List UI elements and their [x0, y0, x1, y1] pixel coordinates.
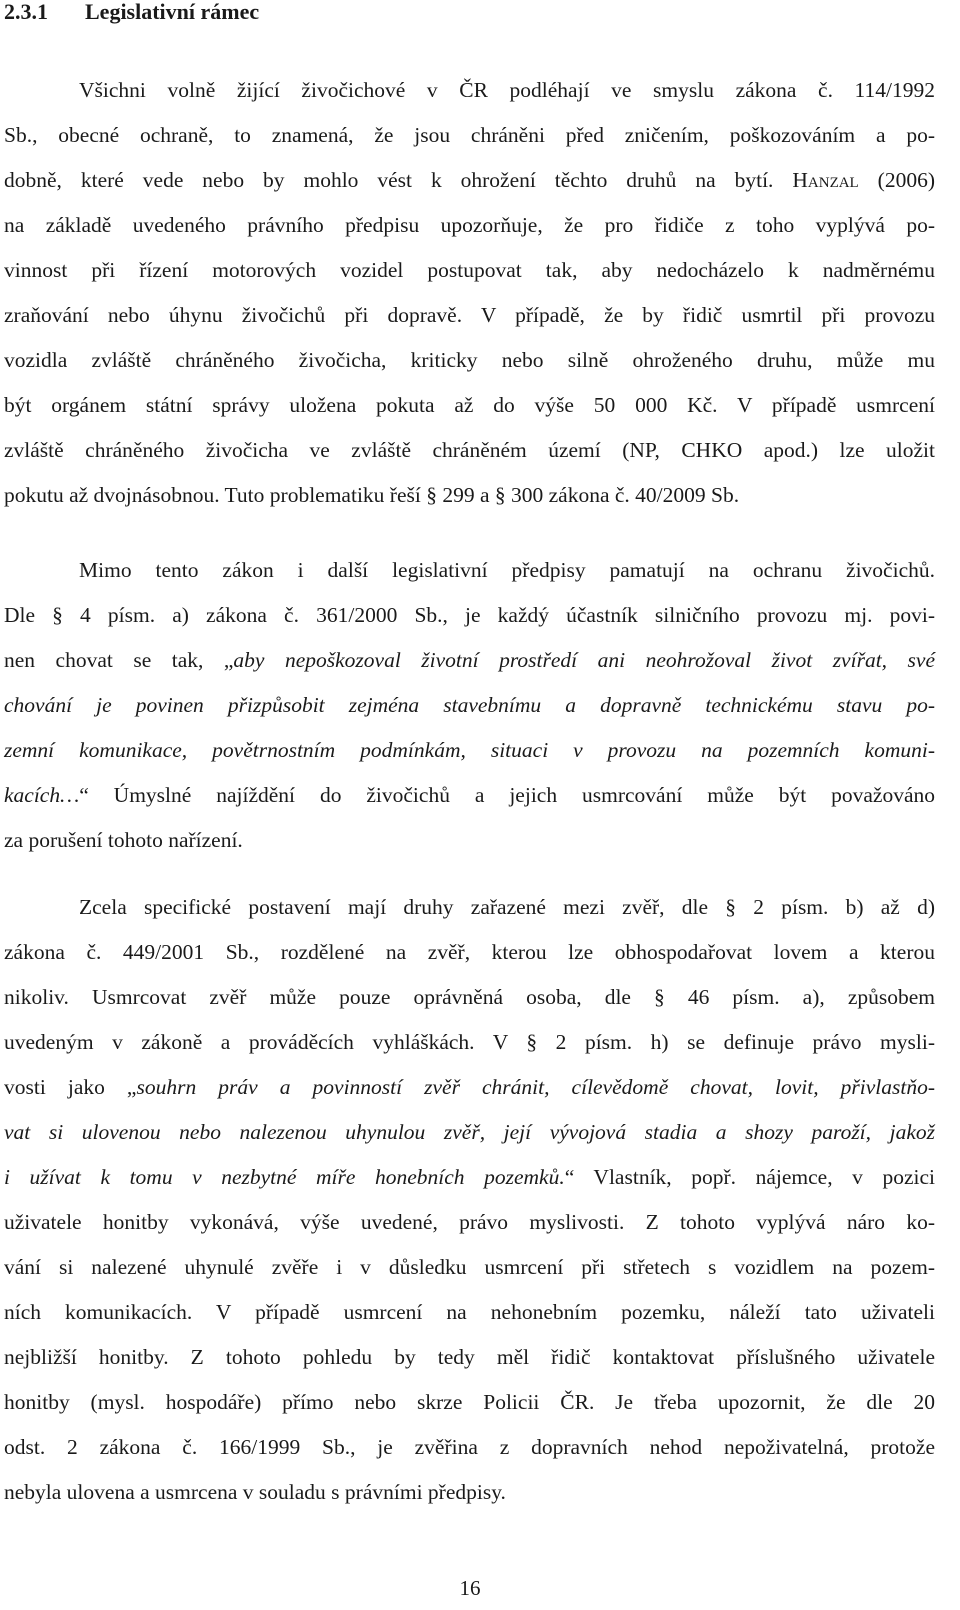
- paragraph-game-animals: [4, 885, 935, 1515]
- text-line: uživatele honitby vykonává, výše uvedené, právo myslivosti. Z tohoto vyplývá náro ko-: [4, 1210, 935, 1234]
- text-line: [4, 638, 935, 683]
- text-line: Sb., obecné ochraně, to znamená, že jsou chráněni před zničením, poškozováním a po-: [4, 123, 935, 147]
- text-line: Všichni volně žijící živočichové v ČR podléhají ve smyslu zákona č. 114/1992: [79, 78, 935, 102]
- section-title: Legislativní rámec: [85, 0, 260, 24]
- text-run: vosti jako „: [4, 1075, 137, 1099]
- text-line: Zcela specifické postavení mají druhy zařazené mezi zvěř, dle § 2 písm. b) až d): [79, 895, 935, 919]
- text-line: nebyla ulovena a usmrcena v souladu s právními předpisy.: [4, 1480, 506, 1504]
- page-number: 16: [459, 1576, 481, 1600]
- text-line: nejbližší honitby. Z tohoto pohledu by tedy měl řidič kontaktovat příslušného uživatele: [4, 1345, 935, 1369]
- text-run: (2006): [858, 168, 935, 192]
- text-line: za porušení tohoto nařízení.: [4, 828, 243, 852]
- text-line: Dle § 4 písm. a) zákona č. 361/2000 Sb., je každý účastník silničního provozu mj. povi-: [4, 603, 935, 627]
- text-line: [4, 1065, 935, 1110]
- author-name: Hanzal: [792, 168, 859, 192]
- quotation: kacích…: [4, 783, 80, 807]
- text-line: vozidla zvláště chráněného živočicha, kriticky nebo silně ohroženého druhu, může mu: [4, 348, 935, 372]
- text-line: uvedeným v zákoně a prováděcích vyhláškách. V § 2 písm. h) se definuje právo mysli-: [4, 1030, 935, 1054]
- text-run: “ Vlastník, popř. nájemce, v pozici: [564, 1165, 935, 1189]
- text-line: honitby (mysl. hospodáře) přímo nebo skrze Policii ČR. Je třeba upozornit, že dle 20: [4, 1390, 935, 1414]
- text-line: pokutu až dvojnásobnou. Tuto problematiku řeší § 299 a § 300 zákona č. 40/2009 Sb.: [4, 483, 740, 507]
- quotation: i užívat k tomu v nezbytné míře honebních pozemků.: [4, 1165, 565, 1189]
- section-number: 2.3.1: [4, 0, 48, 24]
- text-line: [4, 773, 935, 818]
- text-line: ních komunikacích. V případě usmrcení na nehonebním pozemku, náleží tato uživateli: [4, 1300, 935, 1324]
- text-line: vání si nalezené uhynulé zvěře i v důsledku usmrcení při střetech s vozidlem na pozem-: [4, 1255, 935, 1279]
- text-line: vinnost při řízení motorových vozidel postupovat tak, aby nedocházelo k nadměrnému: [4, 258, 935, 282]
- text-line: Mimo tento zákon i další legislativní předpisy pamatují na ochranu živočichů.: [79, 558, 935, 582]
- text-line: [4, 728, 935, 773]
- paragraph-traffic-law: [4, 548, 935, 863]
- quotation: vat si ulovenou nebo nalezenou uhynulou zvěř, její vývojová stadia a shozy paroží, jakož: [4, 1120, 935, 1144]
- quotation: zemní komunikace, povětrnostním podmínkám, situaci v provozu na pozemních komuni-: [4, 738, 935, 762]
- section-heading: [4, 0, 259, 27]
- text-line: zákona č. 449/2001 Sb., rozdělené na zvěř, kterou lze obhospodařovat lovem a kterou: [4, 940, 935, 964]
- text-run: nen chovat se tak, „: [4, 648, 234, 672]
- text-line: nikoliv. Usmrcovat zvěř může pouze oprávněná osoba, dle § 46 písm. a), způsobem: [4, 985, 935, 1009]
- text-run: “ Úmyslné najíždění do živočichů a jejich usmrcování může být považováno: [79, 783, 935, 807]
- quotation: chování je povinen přizpůsobit zejména stavebnímu a dopravně technickému stavu po-: [4, 693, 935, 717]
- text-line: odst. 2 zákona č. 166/1999 Sb., je zvěřina z dopravních nehod nepoživatelná, protože: [4, 1435, 935, 1459]
- text-run: dobně, které vede nebo by mohlo vést k ohrožení těchto druhů na bytí.: [4, 168, 793, 192]
- quotation: souhrn práv a povinností zvěř chránit, cílevědomě chovat, lovit, přivlastňo-: [136, 1075, 936, 1099]
- text-line: být orgánem státní správy uložena pokuta až do výše 50 000 Kč. V případě usmrcení: [4, 393, 935, 417]
- paragraph-legal-protection: [4, 68, 935, 518]
- quotation: aby nepoškozoval životní prostředí ani neohrožoval život zvířat, své: [233, 648, 935, 672]
- text-line: zvláště chráněného živočicha ve zvláště chráněném území (NP, CHKO apod.) lze uložit: [4, 438, 935, 462]
- text-line: zraňování nebo úhynu živočichů při dopravě. V případě, že by řidič usmrtil při provozu: [4, 303, 935, 327]
- text-line: na základě uvedeného právního předpisu upozorňuje, že pro řidiče z toho vyplývá po-: [4, 213, 935, 237]
- text-line: [4, 683, 935, 728]
- text-line: [4, 1110, 935, 1155]
- text-line: [4, 158, 935, 203]
- text-line: [4, 1155, 935, 1200]
